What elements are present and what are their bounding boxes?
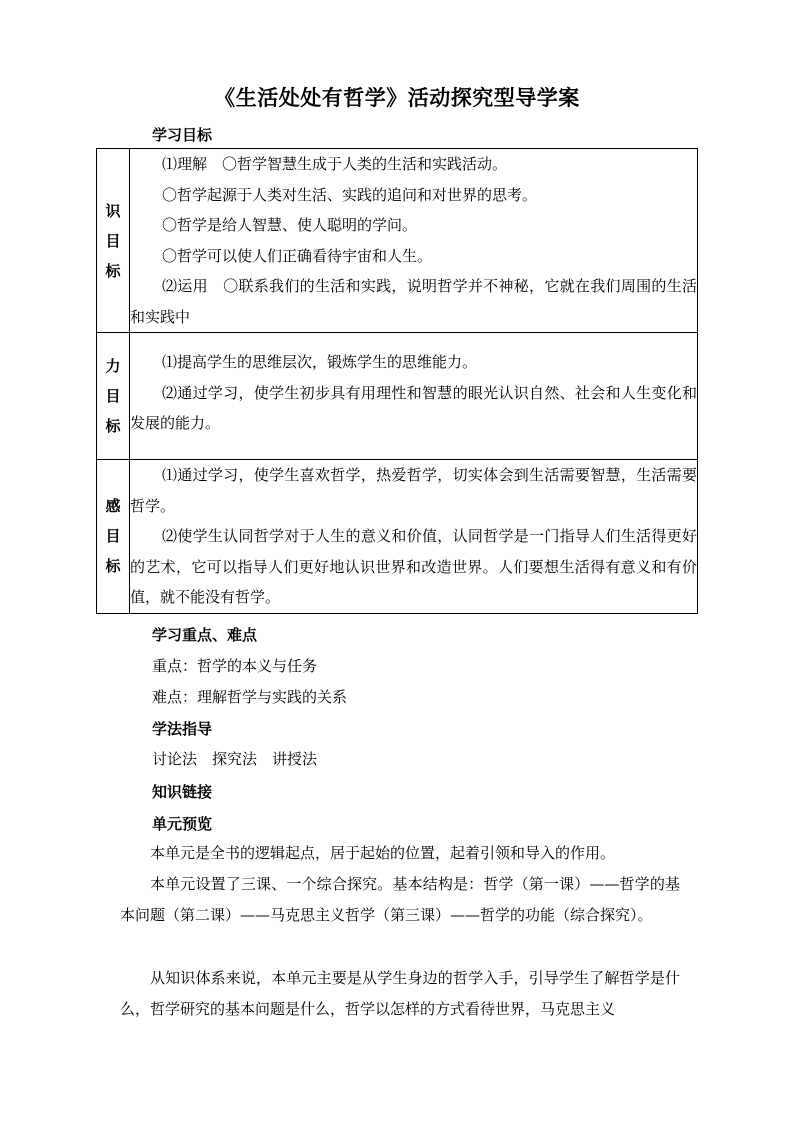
knowledge-goals-cell (130, 149, 698, 333)
goal-line: 〇哲学起源于人类对生活、实践的追问和对世界的思考。 (162, 185, 538, 204)
difficulty-text: 难点：理解哲学与实践的关系 (152, 688, 348, 706)
ability-goals-row (97, 333, 698, 460)
knowledge-goals-row (97, 149, 698, 333)
methods-text: 讨论法 探究法 讲授法 (152, 750, 318, 768)
goal-line: 〇哲学是给人智慧、使人聪明的学问。 (162, 216, 418, 234)
ability-goals-cell (130, 333, 698, 460)
goals-table (96, 148, 698, 614)
goal-line: ⑵使学生认同哲学对于人生的意义和价值，认同哲学是一门指导人们生活得更好的艺术，它可以指导人们更好地认识世界和改造世界。人们要想生活得有意义和有价值，就不能没有哲学。 (130, 527, 697, 606)
emotion-goals-row (97, 460, 698, 614)
goal-line: 〇哲学可以使人们正确看待宇宙和人生。 (162, 246, 433, 265)
unit-paragraph: 从知识体系来说，本单元主要是从学生身边的哲学入手，引导学生了解哲学是什么，哲学研究的基本问题是什么，哲学以怎样的方式看待世界，马克思主义 (120, 969, 680, 1018)
emotion-category-cell: 感 目 标 (97, 460, 130, 614)
method-heading: 学法指导 (152, 720, 213, 738)
goal-line: ⑵运用 〇联系我们的生活和实践，说明哲学并不神秘，它就在我们周围的生活和实践中 (130, 277, 697, 326)
emotion-goals-cell (130, 460, 698, 614)
unit-paragraph: 本单元设置了三课、一个综合探究。基本结构是：哲学（第一课）——哲学的基本问题（第二课）——马克思主义哲学（第三课）——哲学的功能（综合探究）。 (120, 875, 680, 924)
ability-category-cell: 力 目 标 (97, 333, 130, 460)
key-point-text: 重点：哲学的本义与任务 (152, 657, 318, 675)
link-heading: 知识链接 (152, 783, 213, 801)
goal-line: ⑴提高学生的思维层次，锻炼学生的思维能力。 (162, 353, 478, 371)
goal-line: ⑵通过学习，使学生初步具有用理性和智慧的眼光认识自然、社会和人生变化和发展的能力。 (130, 383, 697, 432)
document-title: 《生活处处有哲学》活动探究型导学案 (214, 85, 580, 110)
unit-paragraph: 本单元是全书的逻辑起点，居于起始的位置，起着引领和导入的作用。 (150, 844, 616, 862)
goal-line: ⑴通过学习，使学生喜欢哲学，热爱哲学，切实体会到生活需要智慧，生活需要哲学。 (130, 466, 697, 515)
unit-heading: 单元预览 (152, 815, 213, 833)
knowledge-category-cell: 识 目 标 (97, 149, 130, 333)
objectives-heading: 学习目标 (152, 126, 213, 144)
key-points-heading: 学习重点、难点 (152, 626, 258, 644)
goal-line: ⑴理解 〇哲学智慧生成于人类的生活和实践活动。 (162, 155, 508, 173)
